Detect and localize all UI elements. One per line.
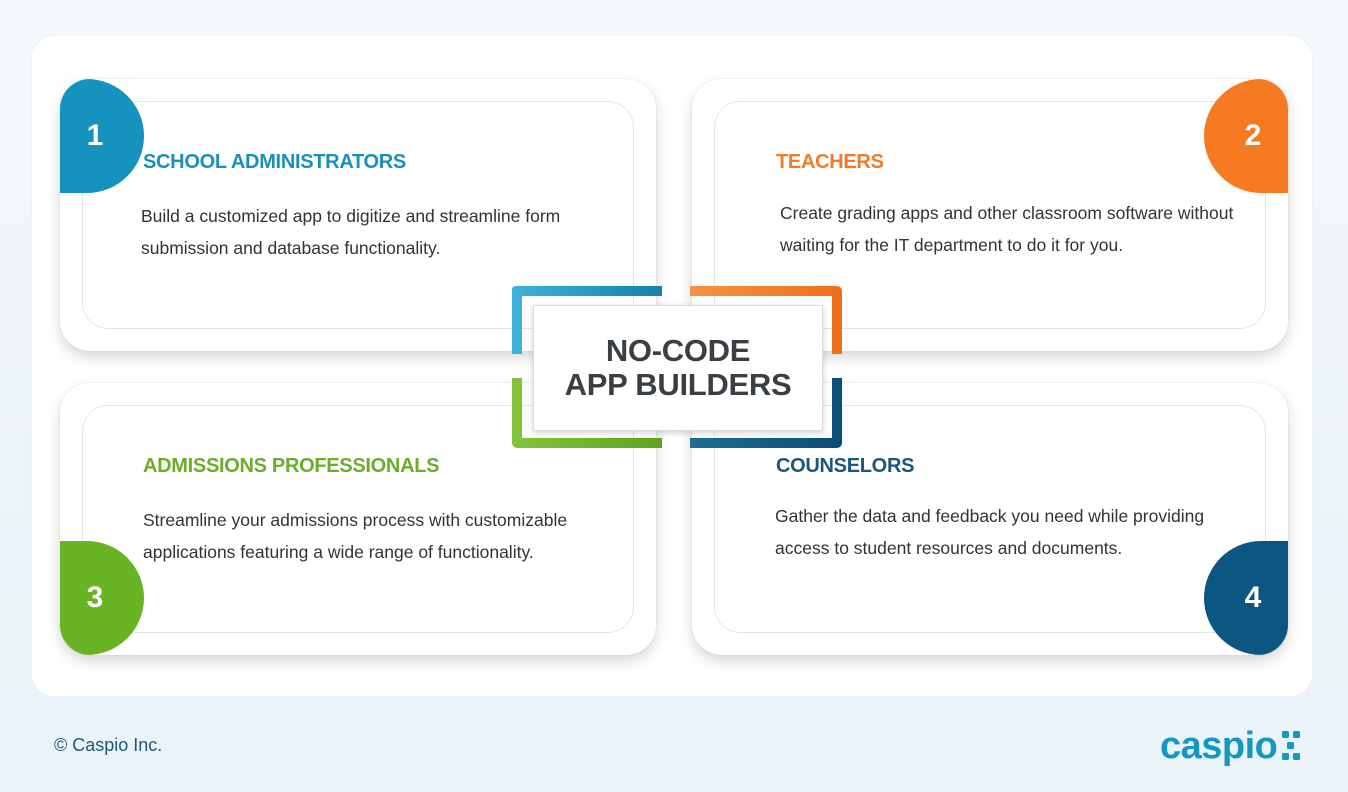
logo-dots-icon [1281,728,1303,764]
number-badge-2: 2 [1204,79,1288,193]
center-emblem [512,286,842,448]
copyright-text: © Caspio Inc. [54,735,163,755]
logo-wordmark: caspio [1160,725,1278,767]
center-title-line-1: NO-CODE [605,333,751,368]
card-title: ADMISSIONS PROFESSIONALS [143,455,440,477]
card-title: TEACHERS [776,151,884,173]
card-description: Build a customized app to digitize and streamline form submission and database functionality. [141,206,561,258]
number-badge-3: 3 [60,541,144,655]
card-description: Gather the data and feedback you need while providing access to student resources and documents. [775,506,1205,558]
card-description: Streamline your admissions process with customizable applications featuring a wide range of functionality. [143,510,568,562]
card-title: SCHOOL ADMINISTRATORS [143,151,406,173]
caspio-logo [1160,725,1303,767]
card-title: COUNSELORS [776,455,915,477]
center-title-box [533,305,823,431]
number-badge-1: 1 [60,79,144,193]
number-badge-4: 4 [1204,541,1288,655]
card-description: Create grading apps and other classroom software without waiting for the IT department to do it for you. [780,203,1234,255]
center-title-line-2: APP BUILDERS [564,367,792,402]
